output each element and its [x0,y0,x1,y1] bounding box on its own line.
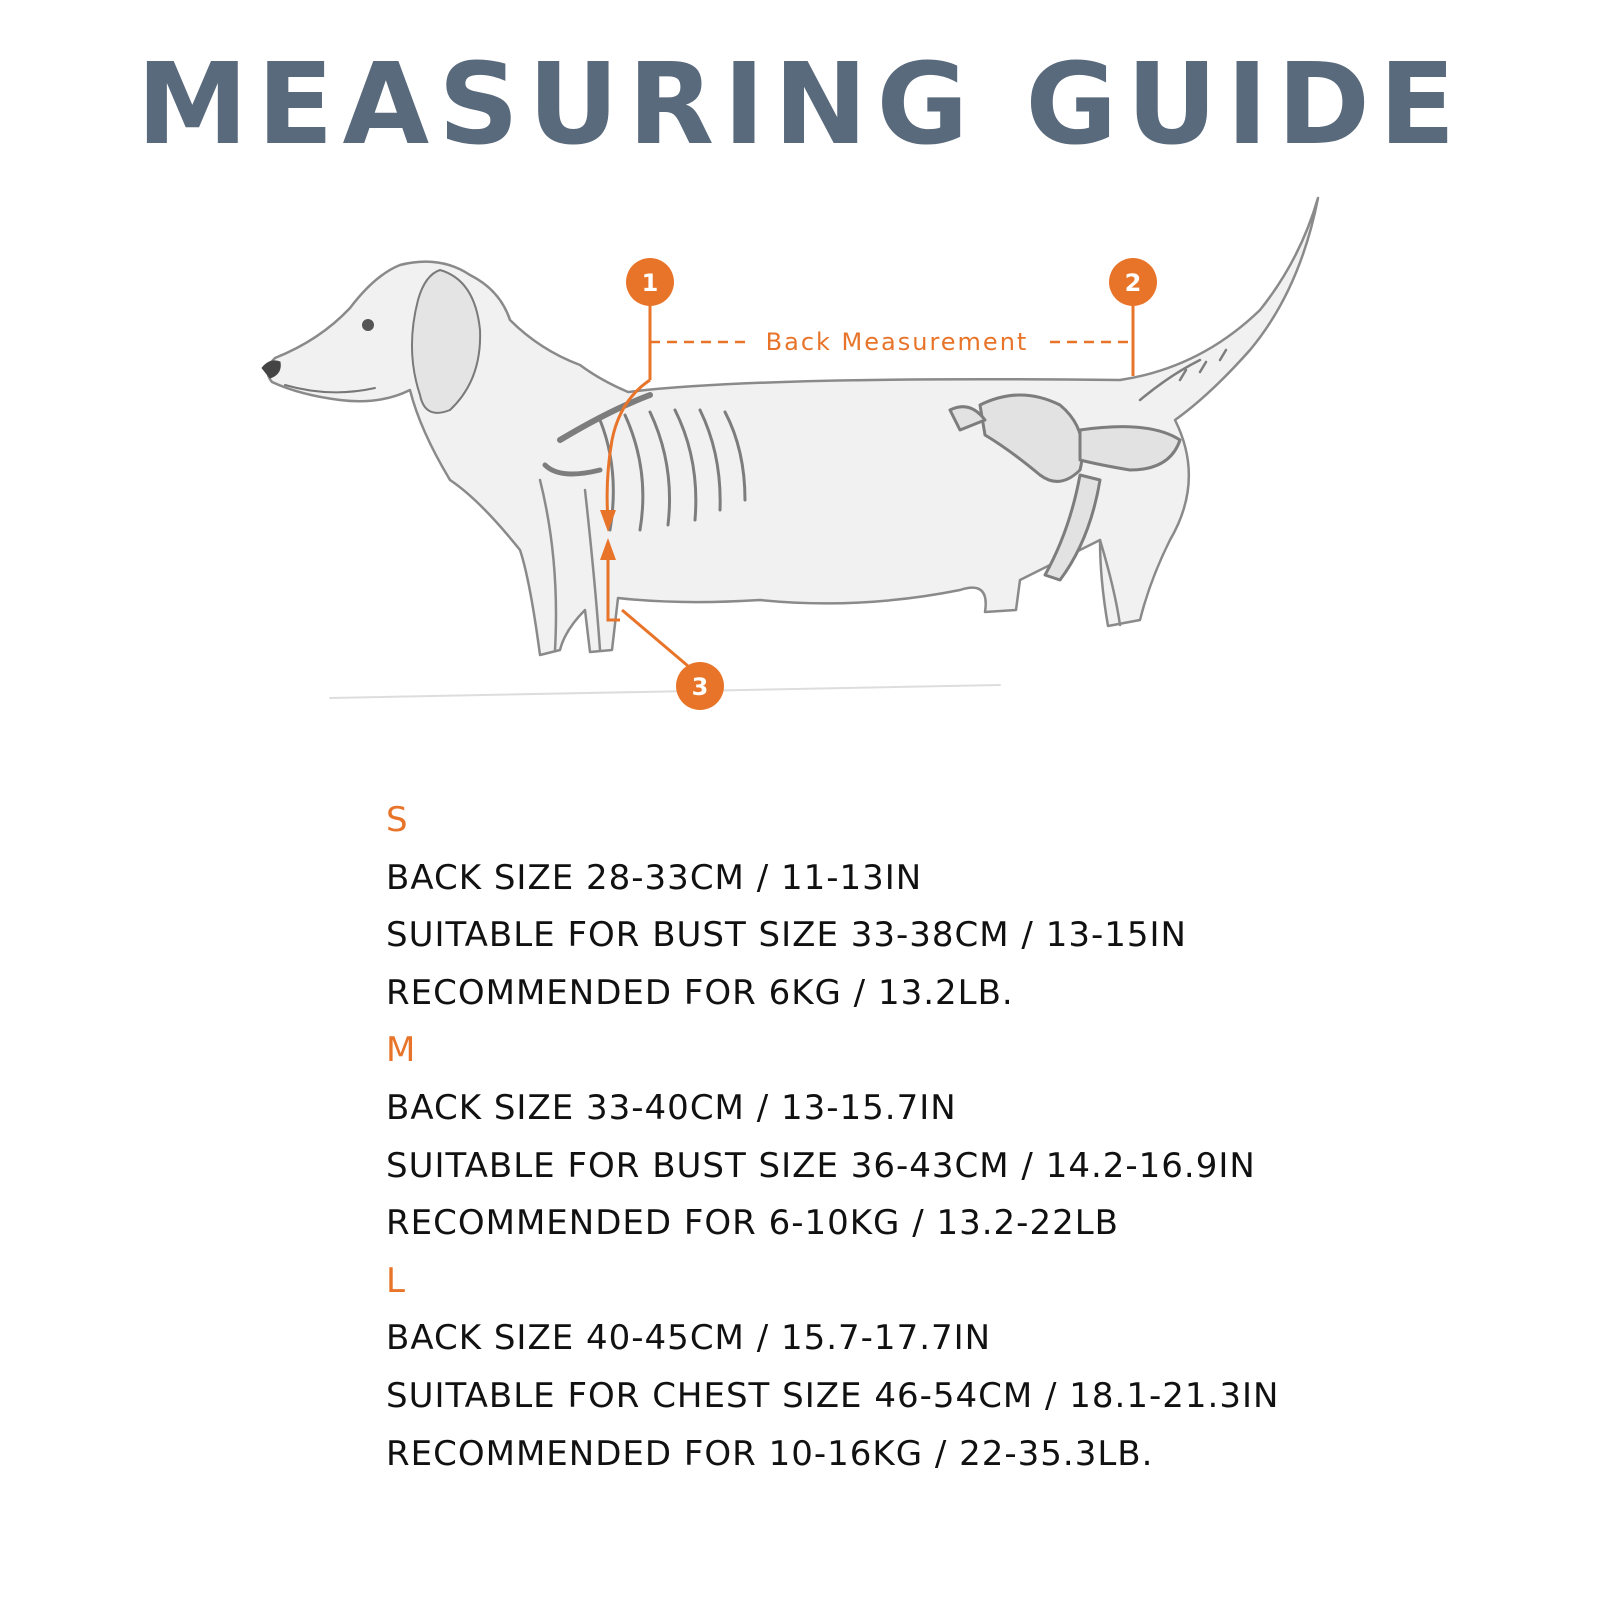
size-s-back: BACK SIZE 28-33CM / 11-13IN [386,857,923,898]
size-m-weight: RECOMMENDED FOR 6-10KG / 13.2-22LB [386,1203,1119,1244]
svg-text:3: 3 [691,673,709,701]
marker-1 [626,258,674,306]
size-label-s: S [386,800,409,840]
size-s-weight: RECOMMENDED FOR 6KG / 13.2LB. [386,972,1014,1013]
marker-2 [1109,258,1157,306]
size-chart [386,792,1279,1483]
dog-body-shading [268,198,1318,655]
marker-3-stem [622,610,688,666]
size-l-weight: RECOMMENDED FOR 10-16KG / 22-35.3LB. [386,1433,1154,1474]
dog-eye [362,319,374,331]
size-l-back: BACK SIZE 40-45CM / 15.7-17.7IN [386,1318,992,1359]
size-l-chest: SUITABLE FOR CHEST SIZE 46-54CM / 18.1-21.3IN [386,1375,1280,1416]
back-measurement-label: Back Measurement [765,328,1029,356]
marker-3 [676,662,724,710]
size-m-bust: SUITABLE FOR BUST SIZE 36-43CM / 14.2-16.9IN [386,1145,1256,1186]
page-title: MEASURING GUIDE [136,40,1465,170]
size-m-back: BACK SIZE 33-40CM / 13-15.7IN [386,1087,957,1128]
size-label-m: M [386,1030,417,1071]
dog-sketch-illustration [262,198,1318,698]
size-label-l: L [386,1260,406,1301]
ground-line [330,685,1000,698]
size-s-bust: SUITABLE FOR BUST SIZE 33-38CM / 13-15IN [386,915,1187,956]
svg-text:1: 1 [641,269,659,297]
dog-measurement-diagram [0,180,1601,740]
svg-text:2: 2 [1124,269,1142,297]
